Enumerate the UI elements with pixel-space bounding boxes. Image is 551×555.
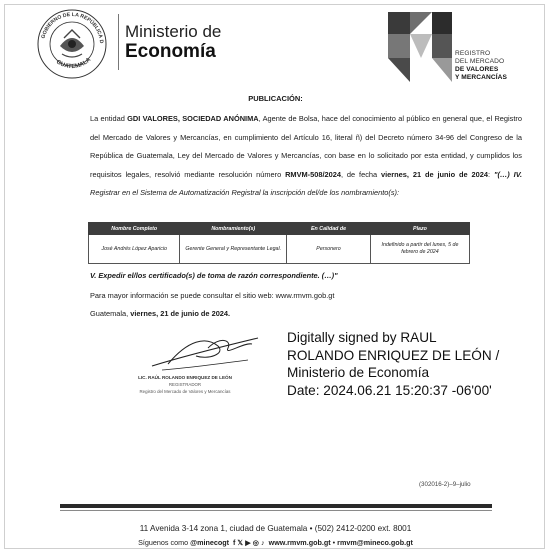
publication-title: PUBLICACIÓN: bbox=[248, 94, 303, 103]
publication-body bbox=[90, 110, 522, 203]
rmv-line4: Y MERCANCÍAS bbox=[455, 74, 508, 81]
body-text-3: , de fecha bbox=[340, 169, 382, 179]
appointments-table bbox=[88, 222, 470, 264]
cell-name: José Andrés López Aparicio bbox=[89, 235, 180, 264]
email-link[interactable]: rmvm@mineco.gob.gt bbox=[337, 538, 413, 547]
quote-numeral: IV. bbox=[513, 169, 523, 179]
footer-separator: • bbox=[330, 538, 338, 547]
seal-text-top: GOBIERNO DE LA REPÚBLICA D bbox=[40, 11, 105, 44]
digital-line2: ROLANDO ENRIQUEZ DE LEÓN / bbox=[287, 347, 500, 363]
ministry-logo bbox=[125, 22, 221, 62]
rmv-line2: DEL MERCADO bbox=[455, 58, 505, 65]
city-date: viernes, 21 de junio de 2024. bbox=[130, 309, 231, 318]
city-text: Guatemala, bbox=[90, 309, 131, 318]
cell-appointment: Gerente General y Representante Legal. bbox=[180, 235, 287, 264]
body-text-1: La entidad bbox=[90, 114, 128, 123]
body-text-4: : bbox=[487, 169, 494, 179]
footer-rule bbox=[60, 504, 492, 508]
info-line: Para mayor información se puede consultar el sitio web: www.rmvm.gob.gt bbox=[90, 291, 335, 300]
footer-contacts bbox=[0, 538, 551, 547]
col-header-appointment: Nombramiento(s) bbox=[180, 223, 287, 235]
place-date bbox=[90, 309, 230, 318]
reference-code: (302016-2)–9–julio bbox=[419, 481, 471, 488]
resolution-date: viernes, 21 de junio de 2024 bbox=[381, 169, 488, 179]
entity-name: GDI VALORES, SOCIEDAD ANÓNIMA bbox=[127, 114, 259, 123]
rmv-line3: DE VALORES bbox=[455, 66, 499, 73]
signer-role: REGISTRADOR bbox=[168, 382, 202, 387]
signer-organization: Registro del Mercado de Valores y Mercancías bbox=[139, 389, 231, 394]
ministry-line2: Economía bbox=[125, 41, 216, 62]
guatemala-seal-icon bbox=[36, 8, 108, 80]
col-header-term: Plazo bbox=[370, 223, 469, 235]
rmvm-logo-icon bbox=[388, 12, 452, 82]
quote-start: "(…) bbox=[493, 169, 514, 179]
closing-quote: V. Expedir el/los certificado(s) de toma de razón correspondiente. (…)" bbox=[90, 271, 338, 280]
social-icons[interactable]: f 𝕏 ▶ ◎ ♪ bbox=[233, 538, 265, 547]
rmvm-logo-text bbox=[455, 50, 507, 82]
footer-address: 11 Avenida 3-14 zona 1, ciudad de Guatemala • (502) 2412-0200 ext. 8001 bbox=[139, 524, 412, 533]
digital-signature-block bbox=[287, 329, 499, 399]
table-row bbox=[89, 235, 470, 264]
resolution-number: RMVM-508/2024 bbox=[285, 169, 341, 179]
social-handle[interactable]: @minecogt bbox=[190, 538, 230, 547]
cell-term: Indefinido a partir del lunes, 5 de febrero de 2024 bbox=[370, 235, 469, 264]
rmv-line1: REGISTRO bbox=[455, 50, 491, 57]
digital-line4: Date: 2024.06.21 15:20:37 -06'00' bbox=[287, 382, 492, 398]
signer-name: LIC. RAÚL ROLANDO ENRIQUEZ DE LEÓN bbox=[138, 375, 232, 380]
svg-text:GUATEMALA bbox=[55, 57, 93, 70]
website-link[interactable]: www.rmvm.gob.gt bbox=[268, 538, 331, 547]
digital-line1: Digitally signed by RAUL bbox=[287, 330, 437, 345]
follow-text: Síguenos como bbox=[138, 538, 191, 547]
quote-text: Registrar en el Sistema de Automatización Registral la inscripción del/de los nombramiento(s): bbox=[90, 188, 400, 198]
handwritten-signature bbox=[148, 330, 268, 374]
body-text-2: , Agente de Bolsa, hace del conocimiento al público en general que, el Registro del Mercado de Valores y Mercancías, en cumplimiento del Artículo 16, literal ñ) del Decreto número 34-96 del Congreso de la República de Guatemala, Ley del Mercado de Valores y Mercancías, con base en lo solicitado por esta entidad, y cumplidos los requisitos legales, resolvió mediante resolución número bbox=[90, 114, 522, 179]
digital-line3: Ministerio de Economía bbox=[287, 365, 430, 380]
seal-text-bottom: GUATEMALA bbox=[54, 57, 93, 71]
table-header-row bbox=[89, 223, 470, 235]
col-header-capacity: En Calidad de bbox=[287, 223, 371, 235]
header-divider bbox=[118, 14, 119, 70]
col-header-name: Nombre Completo bbox=[89, 223, 180, 235]
cell-capacity: Personero bbox=[287, 235, 371, 264]
ministry-line1: Ministerio de bbox=[125, 22, 222, 41]
